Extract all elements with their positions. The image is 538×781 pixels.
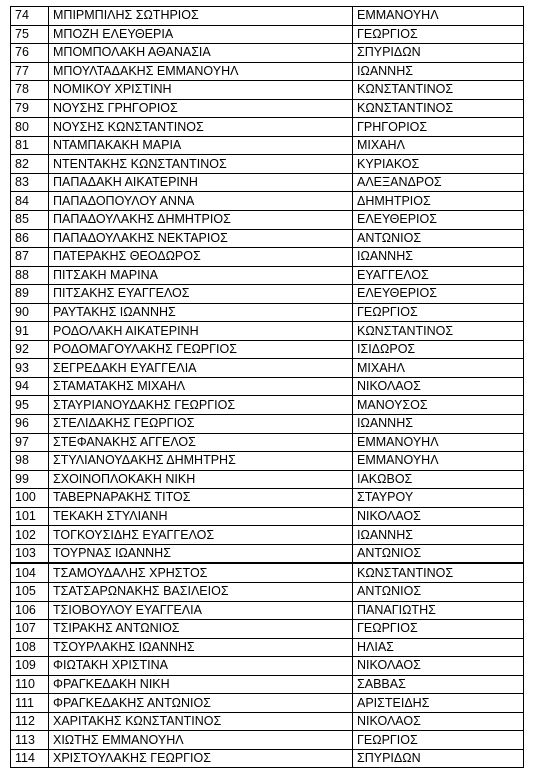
full-name-cell: ΧΙΩΤΗΣ ΕΜΜΑΝΟΥΗΛ (49, 731, 353, 750)
father-name-cell: ΑΛΕΞΑΝΔΡΟΣ (353, 173, 524, 192)
row-number-cell: 101 (11, 507, 49, 526)
father-name-cell: ΑΡΙΣΤΕΙΔΗΣ (353, 694, 524, 713)
full-name-cell: ΤΟΥΡΝΑΣ ΙΩΑΝΝΗΣ (49, 544, 353, 563)
full-name-cell: ΤΣΑΤΣΑΡΩΝΑΚΗΣ ΒΑΣΙΛΕΙΟΣ (49, 582, 353, 601)
row-number-cell: 82 (11, 155, 49, 174)
table-row (11, 340, 524, 359)
full-name-cell: ΧΑΡΙΤΑΚΗΣ ΚΩΝΣΤΑΝΤΙΝΟΣ (49, 712, 353, 731)
row-number-cell: 88 (11, 266, 49, 285)
row-number-cell: 110 (11, 675, 49, 694)
row-number-cell: 87 (11, 248, 49, 267)
row-number-cell: 107 (11, 620, 49, 639)
father-name-cell: ΣΠΥΡΙΔΩΝ (353, 44, 524, 63)
father-name-cell: ΙΩΑΝΝΗΣ (353, 415, 524, 434)
father-name-cell: ΓΕΩΡΓΙΟΣ (353, 731, 524, 750)
full-name-cell: ΠΑΠΑΔΟΥΛΑΚΗΣ ΔΗΜΗΤΡΙΟΣ (49, 211, 353, 230)
row-number-cell: 98 (11, 452, 49, 471)
full-name-cell: ΣΕΓΡΕΔΑΚΗ ΕΥΑΓΓΕΛΙΑ (49, 359, 353, 378)
table-row (11, 675, 524, 694)
full-name-cell: ΤΕΚΑΚΗ ΣΤΥΛΙΑΝΗ (49, 507, 353, 526)
full-name-cell: ΜΠΟΥΛΤΑΔΑΚΗΣ ΕΜΜΑΝΟΥΗΛ (49, 62, 353, 81)
table-row (11, 433, 524, 452)
table-row (11, 322, 524, 341)
row-number-cell: 112 (11, 712, 49, 731)
table-row (11, 44, 524, 63)
table-row (11, 657, 524, 676)
table-row (11, 638, 524, 657)
father-name-cell: ΙΩΑΝΝΗΣ (353, 248, 524, 267)
table-row (11, 211, 524, 230)
table-row (11, 694, 524, 713)
full-name-cell: ΠΙΤΣΑΚΗΣ ΕΥΑΓΓΕΛΟΣ (49, 285, 353, 304)
table-row (11, 544, 524, 563)
row-number-cell: 103 (11, 544, 49, 563)
father-name-cell: ΚΩΝΣΤΑΝΤΙΝΟΣ (353, 322, 524, 341)
table-row (11, 507, 524, 526)
table-row (11, 396, 524, 415)
father-name-cell: ΚΩΝΣΤΑΝΤΙΝΟΣ (353, 563, 524, 582)
document-page (10, 6, 523, 768)
father-name-cell: ΓΕΩΡΓΙΟΣ (353, 620, 524, 639)
row-number-cell: 106 (11, 601, 49, 620)
row-number-cell: 100 (11, 489, 49, 508)
roster-table (10, 6, 524, 768)
table-row (11, 620, 524, 639)
father-name-cell: ΣΤΑΥΡΟΥ (353, 489, 524, 508)
row-number-cell: 86 (11, 229, 49, 248)
table-row (11, 192, 524, 211)
father-name-cell: ΕΛΕΥΘΕΡΙΟΣ (353, 285, 524, 304)
father-name-cell: ΓΕΩΡΓΙΟΣ (353, 303, 524, 322)
table-row (11, 377, 524, 396)
full-name-cell: ΝΤΑΜΠΑΚΑΚΗ ΜΑΡΙΑ (49, 136, 353, 155)
row-number-cell: 84 (11, 192, 49, 211)
full-name-cell: ΤΟΓΚΟΥΣΙΔΗΣ ΕΥΑΓΓΕΛΟΣ (49, 526, 353, 545)
table-row (11, 25, 524, 44)
full-name-cell: ΤΣΙΡΑΚΗΣ ΑΝΤΩΝΙΟΣ (49, 620, 353, 639)
full-name-cell: ΣΤΕΛΙΔΑΚΗΣ ΓΕΩΡΓΙΟΣ (49, 415, 353, 434)
row-number-cell: 111 (11, 694, 49, 713)
father-name-cell: ΣΑΒΒΑΣ (353, 675, 524, 694)
row-number-cell: 96 (11, 415, 49, 434)
full-name-cell: ΣΤΑΜΑΤΑΚΗΣ ΜΙΧΑΗΛ (49, 377, 353, 396)
father-name-cell: ΠΑΝΑΓΙΩΤΗΣ (353, 601, 524, 620)
table-row (11, 452, 524, 471)
full-name-cell: ΝΟΥΣΗΣ ΚΩΝΣΤΑΝΤΙΝΟΣ (49, 118, 353, 137)
table-row (11, 731, 524, 750)
full-name-cell: ΣΧΟΙΝΟΠΛΟΚΑΚΗ ΝΙΚΗ (49, 470, 353, 489)
father-name-cell: ΓΡΗΓΟΡΙΟΣ (353, 118, 524, 137)
table-row (11, 229, 524, 248)
father-name-cell: ΙΣΙΔΩΡΟΣ (353, 340, 524, 359)
full-name-cell: ΡΟΔΟΜΑΓΟΥΛΑΚΗΣ ΓΕΩΡΓΙΟΣ (49, 340, 353, 359)
table-row (11, 99, 524, 118)
full-name-cell: ΦΡΑΓΚΕΔΑΚΗ ΝΙΚΗ (49, 675, 353, 694)
father-name-cell: ΝΙΚΟΛΑΟΣ (353, 507, 524, 526)
full-name-cell: ΜΠΙΡΜΠΙΛΗΣ ΣΩΤΗΡΙΟΣ (49, 7, 353, 26)
row-number-cell: 75 (11, 25, 49, 44)
full-name-cell: ΜΠΟΜΠΟΛΑΚΗ ΑΘΑΝΑΣΙΑ (49, 44, 353, 63)
table-row (11, 248, 524, 267)
father-name-cell: ΙΩΑΝΝΗΣ (353, 526, 524, 545)
row-number-cell: 93 (11, 359, 49, 378)
table-row (11, 712, 524, 731)
father-name-cell: ΑΝΤΩΝΙΟΣ (353, 582, 524, 601)
father-name-cell: ΕΜΜΑΝΟΥΗΛ (353, 452, 524, 471)
full-name-cell: ΠΑΠΑΔΟΠΟΥΛΟΥ ΑΝΝΑ (49, 192, 353, 211)
row-number-cell: 94 (11, 377, 49, 396)
father-name-cell: ΙΩΑΝΝΗΣ (353, 62, 524, 81)
full-name-cell: ΤΣΟΥΡΛΑΚΗΣ ΙΩΑΝΝΗΣ (49, 638, 353, 657)
father-name-cell: ΝΙΚΟΛΑΟΣ (353, 657, 524, 676)
full-name-cell: ΠΑΠΑΔΟΥΛΑΚΗΣ ΝΕΚΤΑΡΙΟΣ (49, 229, 353, 248)
full-name-cell: ΝΟΥΣΗΣ ΓΡΗΓΟΡΙΟΣ (49, 99, 353, 118)
father-name-cell: ΜΑΝΟΥΣΟΣ (353, 396, 524, 415)
table-row (11, 359, 524, 378)
full-name-cell: ΧΡΙΣΤΟΥΛΑΚΗΣ ΓΕΩΡΓΙΟΣ (49, 749, 353, 768)
table-row (11, 582, 524, 601)
full-name-cell: ΤΣΙΟΒΟΥΛΟΥ ΕΥΑΓΓΕΛΙΑ (49, 601, 353, 620)
table-row (11, 155, 524, 174)
full-name-cell: ΡΟΔΟΛΑΚΗ ΑΙΚΑΤΕΡΙΝΗ (49, 322, 353, 341)
row-number-cell: 104 (11, 563, 49, 582)
father-name-cell: ΝΙΚΟΛΑΟΣ (353, 712, 524, 731)
row-number-cell: 113 (11, 731, 49, 750)
row-number-cell: 77 (11, 62, 49, 81)
full-name-cell: ΤΣΑΜΟΥΔΑΛΗΣ ΧΡΗΣΤΟΣ (49, 563, 353, 582)
full-name-cell: ΦΡΑΓΚΕΔΑΚΗΣ ΑΝΤΩΝΙΟΣ (49, 694, 353, 713)
full-name-cell: ΜΠΟΖΗ ΕΛΕΥΘΕΡΙΑ (49, 25, 353, 44)
table-row (11, 601, 524, 620)
row-number-cell: 74 (11, 7, 49, 26)
father-name-cell: ΚΩΝΣΤΑΝΤΙΝΟΣ (353, 99, 524, 118)
full-name-cell: ΝΤΕΝΤΑΚΗΣ ΚΩΝΣΤΑΝΤΙΝΟΣ (49, 155, 353, 174)
table-row (11, 136, 524, 155)
table-row (11, 415, 524, 434)
table-row (11, 81, 524, 100)
row-number-cell: 114 (11, 749, 49, 768)
father-name-cell: ΙΑΚΩΒΟΣ (353, 470, 524, 489)
father-name-cell: ΚΩΝΣΤΑΝΤΙΝΟΣ (353, 81, 524, 100)
row-number-cell: 89 (11, 285, 49, 304)
table-row (11, 489, 524, 508)
table-row (11, 118, 524, 137)
father-name-cell: ΣΠΥΡΙΔΩΝ (353, 749, 524, 768)
full-name-cell: ΡΑΥΤΑΚΗΣ ΙΩΑΝΝΗΣ (49, 303, 353, 322)
row-number-cell: 81 (11, 136, 49, 155)
full-name-cell: ΤΑΒΕΡΝΑΡΑΚΗΣ ΤΙΤΟΣ (49, 489, 353, 508)
full-name-cell: ΣΤΥΛΙΑΝΟΥΔΑΚΗΣ ΔΗΜΗΤΡΗΣ (49, 452, 353, 471)
row-number-cell: 79 (11, 99, 49, 118)
table-row (11, 7, 524, 26)
father-name-cell: ΕΛΕΥΘΕΡΙΟΣ (353, 211, 524, 230)
table-row (11, 62, 524, 81)
father-name-cell: ΚΥΡΙΑΚΟΣ (353, 155, 524, 174)
full-name-cell: ΠΙΤΣΑΚΗ ΜΑΡΙΝΑ (49, 266, 353, 285)
father-name-cell: ΕΜΜΑΝΟΥΗΛ (353, 433, 524, 452)
row-number-cell: 91 (11, 322, 49, 341)
row-number-cell: 78 (11, 81, 49, 100)
full-name-cell: ΝΟΜΙΚΟΥ ΧΡΙΣΤΙΝΗ (49, 81, 353, 100)
table-row (11, 526, 524, 545)
row-number-cell: 83 (11, 173, 49, 192)
father-name-cell: ΗΛΙΑΣ (353, 638, 524, 657)
table-row (11, 266, 524, 285)
row-number-cell: 108 (11, 638, 49, 657)
row-number-cell: 90 (11, 303, 49, 322)
full-name-cell: ΣΤΑΥΡΙΑΝΟΥΔΑΚΗΣ ΓΕΩΡΓΙΟΣ (49, 396, 353, 415)
father-name-cell: ΑΝΤΩΝΙΟΣ (353, 229, 524, 248)
father-name-cell: ΓΕΩΡΓΙΟΣ (353, 25, 524, 44)
row-number-cell: 97 (11, 433, 49, 452)
row-number-cell: 85 (11, 211, 49, 230)
row-number-cell: 102 (11, 526, 49, 545)
row-number-cell: 105 (11, 582, 49, 601)
row-number-cell: 92 (11, 340, 49, 359)
roster-table-body (11, 7, 524, 768)
full-name-cell: ΠΑΤΕΡΑΚΗΣ ΘΕΟΔΩΡΟΣ (49, 248, 353, 267)
row-number-cell: 80 (11, 118, 49, 137)
table-row (11, 173, 524, 192)
table-row (11, 285, 524, 304)
father-name-cell: ΑΝΤΩΝΙΟΣ (353, 544, 524, 563)
father-name-cell: ΝΙΚΟΛΑΟΣ (353, 377, 524, 396)
row-number-cell: 76 (11, 44, 49, 63)
table-row (11, 470, 524, 489)
row-number-cell: 95 (11, 396, 49, 415)
full-name-cell: ΠΑΠΑΔΑΚΗ ΑΙΚΑΤΕΡΙΝΗ (49, 173, 353, 192)
full-name-cell: ΦΙΩΤΑΚΗ ΧΡΙΣΤΙΝΑ (49, 657, 353, 676)
table-row (11, 303, 524, 322)
father-name-cell: ΕΥΑΓΓΕΛΟΣ (353, 266, 524, 285)
father-name-cell: ΕΜΜΑΝΟΥΗΛ (353, 7, 524, 26)
row-number-cell: 99 (11, 470, 49, 489)
full-name-cell: ΣΤΕΦΑΝΑΚΗΣ ΑΓΓΕΛΟΣ (49, 433, 353, 452)
father-name-cell: ΔΗΜΗΤΡΙΟΣ (353, 192, 524, 211)
father-name-cell: ΜΙΧΑΗΛ (353, 136, 524, 155)
row-number-cell: 109 (11, 657, 49, 676)
table-row (11, 749, 524, 768)
table-row (11, 563, 524, 582)
father-name-cell: ΜΙΧΑΗΛ (353, 359, 524, 378)
